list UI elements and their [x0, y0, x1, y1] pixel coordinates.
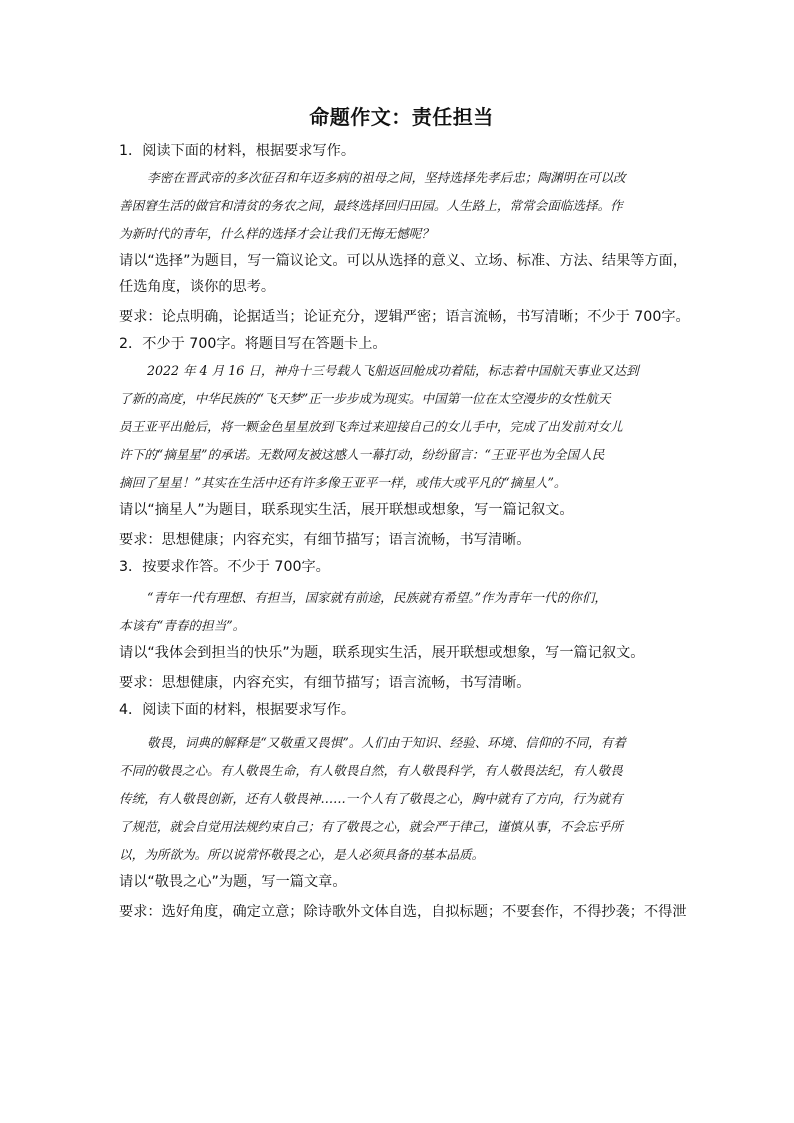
material-line: 许下的“摘星星”的承诺。无数网友被这感人一幕打动，纷纷留言：“王亚平也为全国人民	[119, 447, 605, 462]
question-3	[119, 554, 684, 696]
material-line: 善困窘生活的做官和清贫的务农之间，最终选择回归田园。人生路上，常常会面临选择。作	[119, 198, 623, 213]
prompt-line: 请以“选择”为题目，写一篇议论文。可以从选择的意义、立场、标准、方法、结果等方面，	[119, 253, 688, 269]
writing-prompt	[119, 869, 684, 895]
material-line: 敬畏，词典的解释是“又敬重又畏惧”。人们由于知识、经验、环境、信仰的不同，有着	[147, 735, 626, 750]
material-passage	[119, 729, 684, 869]
writing-prompt	[119, 497, 684, 523]
material-line: 为新时代的青年，什么样的选择才会让我们无悔无憾呢？	[119, 226, 434, 241]
page-title: 命题作文：责任担当	[309, 105, 494, 129]
material-line: 以，为所欲为。所以说常怀敬畏之心，是人必须具备的基本品质。	[119, 847, 485, 862]
requirement-text: 要求：思想健康；内容充实，有细节描写；语言流畅，书写清晰。	[119, 532, 531, 548]
writing-prompt	[119, 248, 688, 300]
question-heading: 3．按要求作答。不少于 700字。	[119, 559, 330, 575]
material-line: 传统，有人敬畏创新，还有人敬畏神……一个人有了敬畏之心，胸中就有了方向，行为就有	[119, 791, 623, 806]
question-heading: 2．不少于 700字。将题目写在答题卡上。	[119, 336, 387, 352]
prompt-line: 请以“我体会到担当的快乐”为题，联系现实生活，展开联想或想象，写一篇记叙文。	[119, 645, 645, 661]
material-passage	[119, 357, 684, 497]
material-line: 本该有“青春的担当”。	[119, 618, 246, 633]
requirement-text: 要求：选好角度，确定立意；除诗歌外文体自选，自拟标题；不要套作，不得抄袭；不得泄	[119, 904, 687, 920]
writing-prompt	[119, 640, 684, 666]
question-1	[119, 138, 690, 330]
material-line: 了规范，就会自觉用法规约束自己；有了敬畏之心，就会严于律己，谨慎从事，不会忘乎所	[119, 819, 623, 834]
prompt-line: 请以“敬畏之心”为题，写一篇文章。	[119, 874, 347, 890]
material-line: 摘回了星星！”其实在生活中还有许多像王亚平一样，或伟大或平凡的“摘星人”。	[119, 475, 567, 490]
question-heading: 1．阅读下面的材料，根据要求写作。	[119, 143, 356, 159]
material-passage	[119, 584, 684, 640]
material-line: 李密在晋武帝的多次征召和年迈多病的祖母之间，坚持选择先孝后忠；陶渊明在可以改	[147, 170, 626, 185]
prompt-line: 请以“摘星人”为题目，联系现实生活，展开联想或想象，写一篇记叙文。	[119, 502, 574, 518]
requirement-text: 要求：思想健康，内容充实，有细节描写；语言流畅，书写清晰。	[119, 675, 531, 691]
question-4	[119, 697, 687, 925]
requirement-text: 要求：论点明确，论据适当；论证充分，逻辑严密；语言流畅，书写清晰；不少于 700字。	[119, 309, 690, 325]
material-line: 员王亚平出舱后，将一颗金色星星放到飞奔过来迎接自己的女儿手中，完成了出发前对女儿	[119, 419, 623, 434]
material-line: 2022 年 4 月 16 日，神舟十三号载人飞船返回舱成功着陆，标志着中国航天事业又达到	[147, 363, 639, 378]
material-line: 不同的敬畏之心。有人敬畏生命，有人敬畏自然，有人敬畏科学，有人敬畏法纪，有人敬畏	[119, 763, 623, 778]
material-passage	[119, 164, 684, 248]
material-line: “青年一代有理想、有担当，国家就有前途，民族就有希望。”作为青年一代的你们，	[147, 590, 607, 605]
prompt-line: 任选角度，谈你的思考。	[119, 279, 276, 295]
question-2	[119, 331, 684, 553]
material-line: 了新的高度，中华民族的“飞天梦”正一步步成为现实。中国第一位在太空漫步的女性航天	[119, 391, 611, 406]
question-heading: 4．阅读下面的材料，根据要求写作。	[119, 702, 356, 718]
